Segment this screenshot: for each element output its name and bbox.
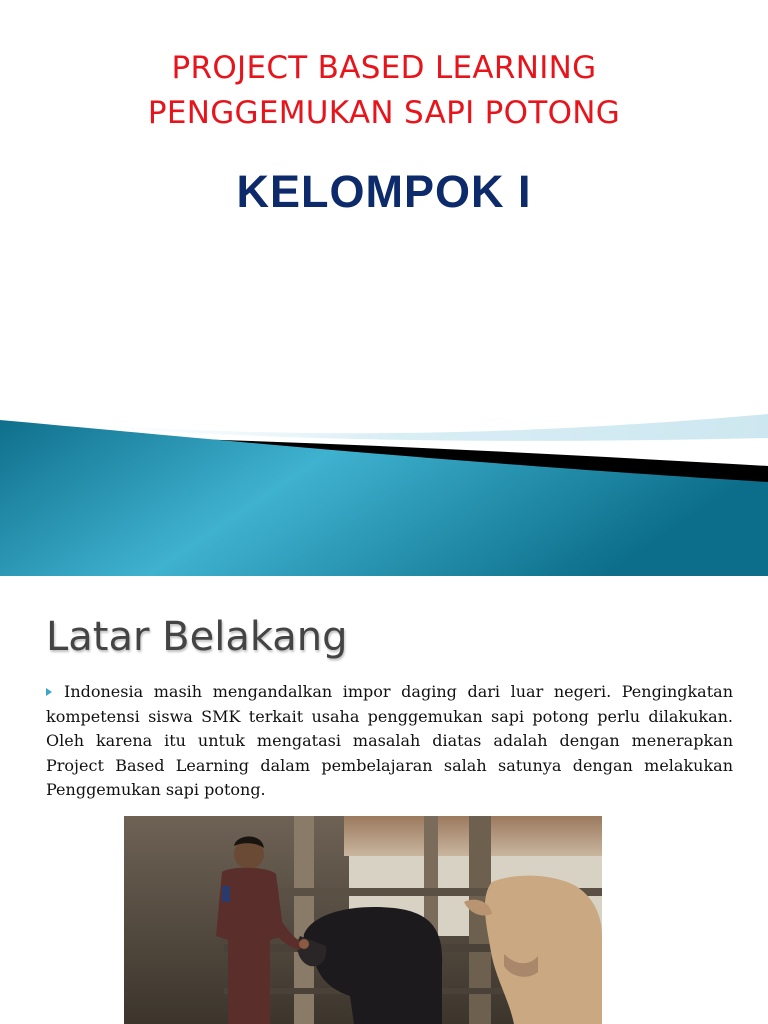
background-slide: [0, 576, 768, 1024]
bullet-paragraph: [46, 680, 733, 803]
slide-heading: Latar Belakang: [46, 614, 348, 660]
cattle-photo: [124, 816, 602, 1024]
paragraph-text: Indonesia masih mengandalkan impor daging dari luar negeri. Pengingkatan kompetensi siswa SMK terkait usaha penggemukan sapi potong perlu dilakukan. Oleh karena itu untuk mengatasi masalah diatas adalah dengan menerapkan Project Based Learning dalam pembelajaran salah satunya dengan melakukan Penggemukan sapi potong.: [46, 682, 733, 799]
triangle-bullet-icon: [46, 688, 52, 696]
decorative-wave-band: [0, 410, 768, 576]
title-line-1: PROJECT BASED LEARNING: [171, 50, 597, 86]
group-subtitle: KELOMPOK I: [236, 166, 532, 217]
title-line-2: PENGGEMUKAN SAPI POTONG: [147, 95, 621, 131]
